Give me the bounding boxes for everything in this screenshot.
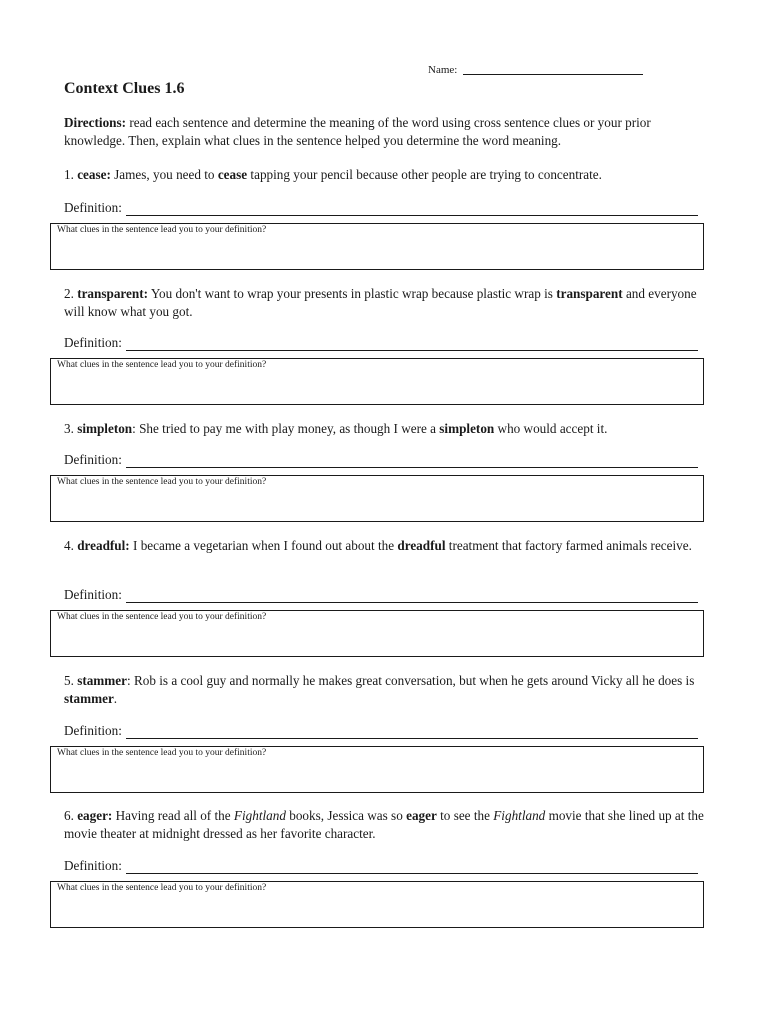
question-4-text: 4. dreadful: I became a vegetarian when I found out about the dreadful treatment that factory farmed animals receive. xyxy=(64,538,692,553)
question-5-text: 5. stammer: Rob is a cool guy and normally he makes great conversation, but when he gets around Vicky all he does is stammer. xyxy=(64,673,695,706)
clue-prompt: What clues in the sentence lead you to your definition? xyxy=(57,225,267,235)
vocab-word: cease: xyxy=(77,167,111,182)
page-title: Context Clues 1.6 xyxy=(64,80,185,97)
question-number: 5. xyxy=(64,673,74,688)
clue-answer-box-3[interactable] xyxy=(50,475,704,522)
question-number: 6. xyxy=(64,808,74,823)
question-number: 4. xyxy=(64,538,74,553)
question-3-text: 3. simpleton: She tried to pay me with play money, as though I were a simpleton who would accept it. xyxy=(64,421,608,436)
definition-blank-line[interactable] xyxy=(126,337,698,351)
definition-blank-line[interactable] xyxy=(126,860,698,874)
clue-prompt: What clues in the sentence lead you to your definition? xyxy=(57,477,267,487)
vocab-word-in-sentence: transparent xyxy=(556,286,623,301)
vocab-word: dreadful: xyxy=(77,538,130,553)
vocab-word: transparent: xyxy=(77,286,149,301)
definition-label: Definition: xyxy=(64,723,122,738)
question-1-text: 1. cease: James, you need to cease tapping your pencil because other people are trying to concentrate. xyxy=(64,167,602,182)
question-2-text: 2. transparent: You don't want to wrap your presents in plastic wrap because plastic wrap is transparent and everyone will know what you got. xyxy=(64,286,697,319)
vocab-word: stammer xyxy=(77,673,127,688)
definition-blank-line[interactable] xyxy=(126,725,698,739)
vocab-word: simpleton xyxy=(77,421,133,436)
definition-label: Definition: xyxy=(64,200,122,215)
vocab-word-in-sentence: cease xyxy=(217,167,248,182)
movie-title: Fightland xyxy=(493,808,546,823)
definition-row-2 xyxy=(64,335,698,351)
definition-row-6 xyxy=(64,858,698,874)
clue-answer-box-4[interactable] xyxy=(50,610,704,657)
vocab-word-in-sentence: dreadful xyxy=(397,538,446,553)
clue-prompt: What clues in the sentence lead you to your definition? xyxy=(57,612,267,622)
vocab-word-in-sentence: stammer xyxy=(64,691,114,706)
clue-answer-box-5[interactable] xyxy=(50,746,704,793)
definition-label: Definition: xyxy=(64,858,122,873)
definition-row-4 xyxy=(64,587,698,603)
vocab-word: eager: xyxy=(77,808,113,823)
name-label: Name: xyxy=(428,64,458,76)
definition-row-5 xyxy=(64,723,698,739)
definition-blank-line[interactable] xyxy=(126,202,698,216)
definition-row-1 xyxy=(64,200,698,216)
vocab-word-in-sentence: simpleton xyxy=(439,421,495,436)
definition-blank-line[interactable] xyxy=(126,589,698,603)
directions-text: read each sentence and determine the meaning of the word using cross sentence clues or your prior knowledge. Then, explain what clues in the sentence helped you determine the word meaning. xyxy=(64,115,651,148)
vocab-word-in-sentence: eager xyxy=(406,808,437,823)
clue-prompt: What clues in the sentence lead you to your definition? xyxy=(57,360,267,370)
question-number: 3. xyxy=(64,421,74,436)
directions xyxy=(64,114,714,150)
book-title: Fightland xyxy=(233,808,286,823)
question-6-text: 6. eager: Having read all of the Fightland books, Jessica was so eager to see the Fightland movie that she lined up at the movie theater at midnight dressed as her favorite character. xyxy=(64,808,704,841)
clue-answer-box-6[interactable] xyxy=(50,881,704,928)
clue-prompt: What clues in the sentence lead you to your definition? xyxy=(57,883,267,893)
definition-row-3 xyxy=(64,452,698,468)
question-number: 1. xyxy=(64,167,74,182)
directions-label: Directions: xyxy=(64,115,127,130)
clue-prompt: What clues in the sentence lead you to your definition? xyxy=(57,748,267,758)
name-field xyxy=(428,64,643,76)
question-number: 2. xyxy=(64,286,74,301)
clue-answer-box-1[interactable] xyxy=(50,223,704,270)
name-blank-line[interactable] xyxy=(463,74,643,75)
definition-label: Definition: xyxy=(64,452,122,467)
definition-blank-line[interactable] xyxy=(126,454,698,468)
definition-label: Definition: xyxy=(64,335,122,350)
definition-label: Definition: xyxy=(64,587,122,602)
clue-answer-box-2[interactable] xyxy=(50,358,704,405)
